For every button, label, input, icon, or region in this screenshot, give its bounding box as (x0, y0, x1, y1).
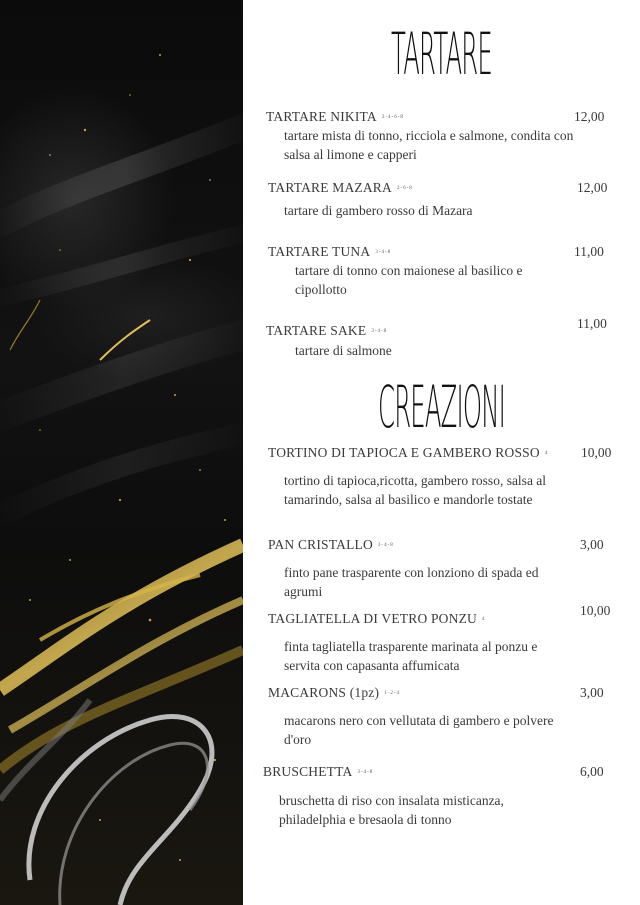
menu-item-name (268, 445, 548, 461)
item-name-text: TAGLIATELLA DI VETRO PONZU (268, 611, 477, 626)
menu-item-description: finto pane trasparente con lonziono di spada ed agrumi (284, 565, 539, 599)
menu-item-price: 10,00 (581, 445, 612, 460)
item-name-text: MACARONS (1pz) (268, 685, 380, 700)
menu-item-price: 12,00 (577, 180, 608, 195)
menu-item-price: 3,00 (580, 537, 604, 552)
allergen-codes: 2-4-6-8 (381, 115, 404, 121)
menu-item-price: 6,00 (580, 764, 604, 779)
marble-art-panel (0, 0, 243, 905)
section-title-tartare: TARTARE (391, 20, 492, 88)
menu-item-name (266, 323, 387, 339)
allergen-codes: 1-2-4 (384, 691, 401, 697)
menu-item-name (268, 685, 400, 701)
menu-item-price: 12,00 (574, 109, 605, 124)
allergen-codes: 2-6-8 (396, 186, 413, 192)
menu-item-price: 11,00 (574, 244, 604, 259)
menu-item-price: 11,00 (577, 316, 607, 331)
allergen-codes: 4 (544, 451, 549, 457)
menu-item-description: tartare di gambero rosso di Mazara (284, 203, 473, 218)
section-title-creazioni: CREAZIONI (378, 373, 505, 441)
allergen-codes: 3-4-8 (377, 543, 394, 549)
menu-item-description: bruschetta di riso con insalata misticanza, philadelphia e bresaola di tonno (279, 793, 504, 827)
item-name-text: BRUSCHETTA (263, 764, 353, 779)
marble-texture (0, 0, 243, 905)
menu-item-name (268, 180, 413, 196)
item-name-text: TARTARE MAZARA (268, 180, 392, 195)
menu-item-description: macarons nero con vellutata di gambero e polvere d'oro (284, 713, 554, 747)
menu-item-description: finta tagliatella trasparente marinata al ponzu e servita con capasanta affumicata (284, 639, 538, 673)
menu-item-name (268, 244, 391, 260)
item-name-text: TARTARE NIKITA (266, 109, 377, 124)
allergen-codes: 3-4-8 (375, 250, 392, 256)
menu-item-name (268, 611, 485, 627)
menu-item-description: tartare mista di tonno, ricciola e salmone, condita con salsa al limone e capperi (284, 128, 574, 162)
item-name-text: PAN CRISTALLO (268, 537, 373, 552)
menu-item-name (263, 764, 373, 780)
allergen-codes: 3-4-8 (371, 329, 388, 335)
item-name-text: TARTARE SAKE (266, 323, 367, 338)
allergen-codes: 4 (481, 617, 486, 623)
menu-item-description: tortino di tapioca,ricotta, gambero rosso, salsa al tamarindo, salsa al basilico e mandorle tostate (284, 473, 547, 507)
item-name-text: TORTINO DI TAPIOCA E GAMBERO ROSSO (268, 445, 540, 460)
menu-item-price: 3,00 (580, 685, 604, 700)
menu-item-name (266, 109, 404, 125)
item-name-text: TARTARE TUNA (268, 244, 371, 259)
menu-item-description: tartare di tonno con maionese al basilico e cipollotto (295, 263, 523, 297)
allergen-codes: 3-4-8 (357, 770, 374, 776)
menu-item-name (268, 537, 394, 553)
menu-item-price: 10,00 (580, 603, 611, 618)
menu-item-description: tartare di salmone (295, 343, 392, 358)
